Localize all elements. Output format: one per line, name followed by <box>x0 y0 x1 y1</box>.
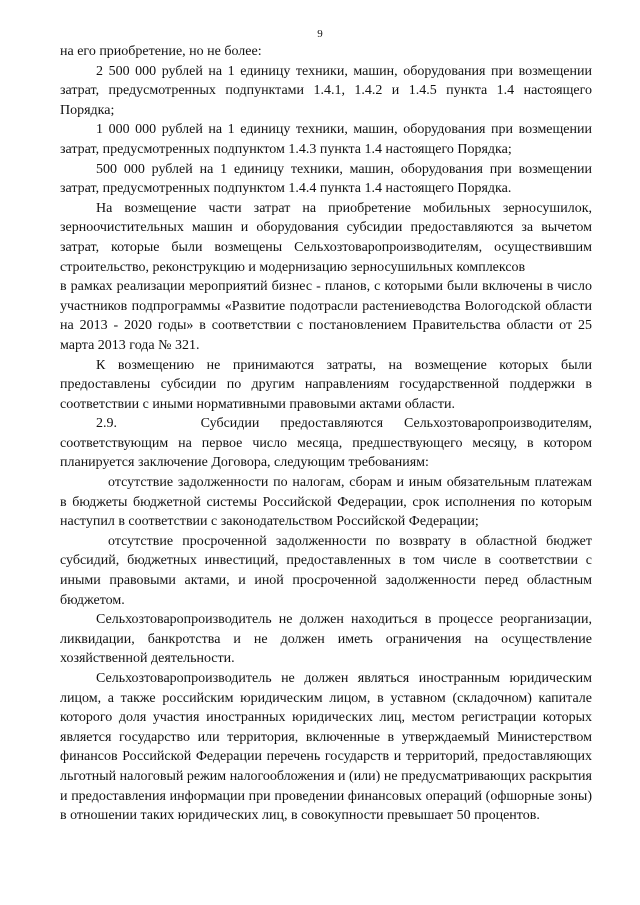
paragraph-2-9: 2.9. Субсидии предоставляются Сельхозтоваропроизводителям, соответствующим на первое число месяца, предшествующего месяцу, в котором планируется заключение Договора, следующим требованиям: <box>60 416 596 471</box>
paragraph: отсутствие задолженности по налогам, сборам и иным обязательным платежам в бюджеты бюджетной системы Российской Федерации, срок исполнения по которым наступил в соответствии с законодательством Российской Федерации; <box>60 475 592 530</box>
paragraph: 2 500 000 рублей на 1 единицу техники, машин, оборудования при возмещении затрат, предусмотренных подпунктами 1.4.1, 1.4.2 и 1.4.5 пункта 1.4 настоящего Порядка; <box>60 63 592 118</box>
page-number: 9 <box>317 28 323 40</box>
paragraph: К возмещению не принимаются затраты, на возмещение которых были предоставлены субсидии по другим направлениям государственной поддержки в соответствии с иными нормативными правовыми актами области. <box>60 357 592 412</box>
paragraph: отсутствие просроченной задолженности по возврату в областной бюджет субсидий, бюджетных инвестиций, предоставленных в том числе в соответствии с иными правовыми актами, и иной просроченной задолженности перед областным бюджетом. <box>60 533 592 608</box>
paragraph: На возмещение части затрат на приобретение мобильных зерносушилок, зерноочистительных машин и оборудования субсидии предоставляются за вычетом затрат, которые были возмещены Сельхозтоваропроизводителям, осуществившим строительство, реконструкцию и модернизацию зерносушильных комплексов <box>60 200 592 275</box>
paragraph: на его приобретение, но не более: <box>60 44 262 59</box>
paragraph: в рамках реализации мероприятий бизнес - планов, с которыми были включены в число участников подпрограммы «Развитие подотрасли растениеводства Вологодской области на 2013 - 2020 годы» в соответствии с постановлением Правительства области от 25 марта 2013 года № 321. <box>60 279 592 353</box>
document-body <box>60 42 596 826</box>
paragraph: 1 000 000 рублей на 1 единицу техники, машин, оборудования при возмещении затрат, предусмотренных подпунктом 1.4.3 пункта 1.4 настоящего Порядка; <box>60 122 592 157</box>
paragraph: Сельхозтоваропроизводитель не должен находиться в процессе реорганизации, ликвидации, банкротства и не должен иметь ограничения на осуществление хозяйственной деятельности. <box>60 612 592 667</box>
paragraph: 500 000 рублей на 1 единицу техники, машин, оборудования при возмещении затрат, предусмотренных подпунктом 1.4.4 пункта 1.4 настоящего Порядка. <box>60 161 592 197</box>
paragraph: Сельхозтоваропроизводитель не должен являться иностранным юридическим лицом, а также российским юридическим лицом, в уставном (складочном) капитале которого доля участия иностранных юридических лиц, местом регистрации которых является государство или территория, включенные в утверждаемый Министерством финансов Российской Федерации перечень государств и территорий, предоставляющих льготный налоговый режим налогообложения и (или) не предусматривающих раскрытия и предоставления информации при проведении финансовых операций (офшорные зоны) в отношении таких юридических лиц, в совокупности превышает 50 процентов. <box>60 671 592 824</box>
